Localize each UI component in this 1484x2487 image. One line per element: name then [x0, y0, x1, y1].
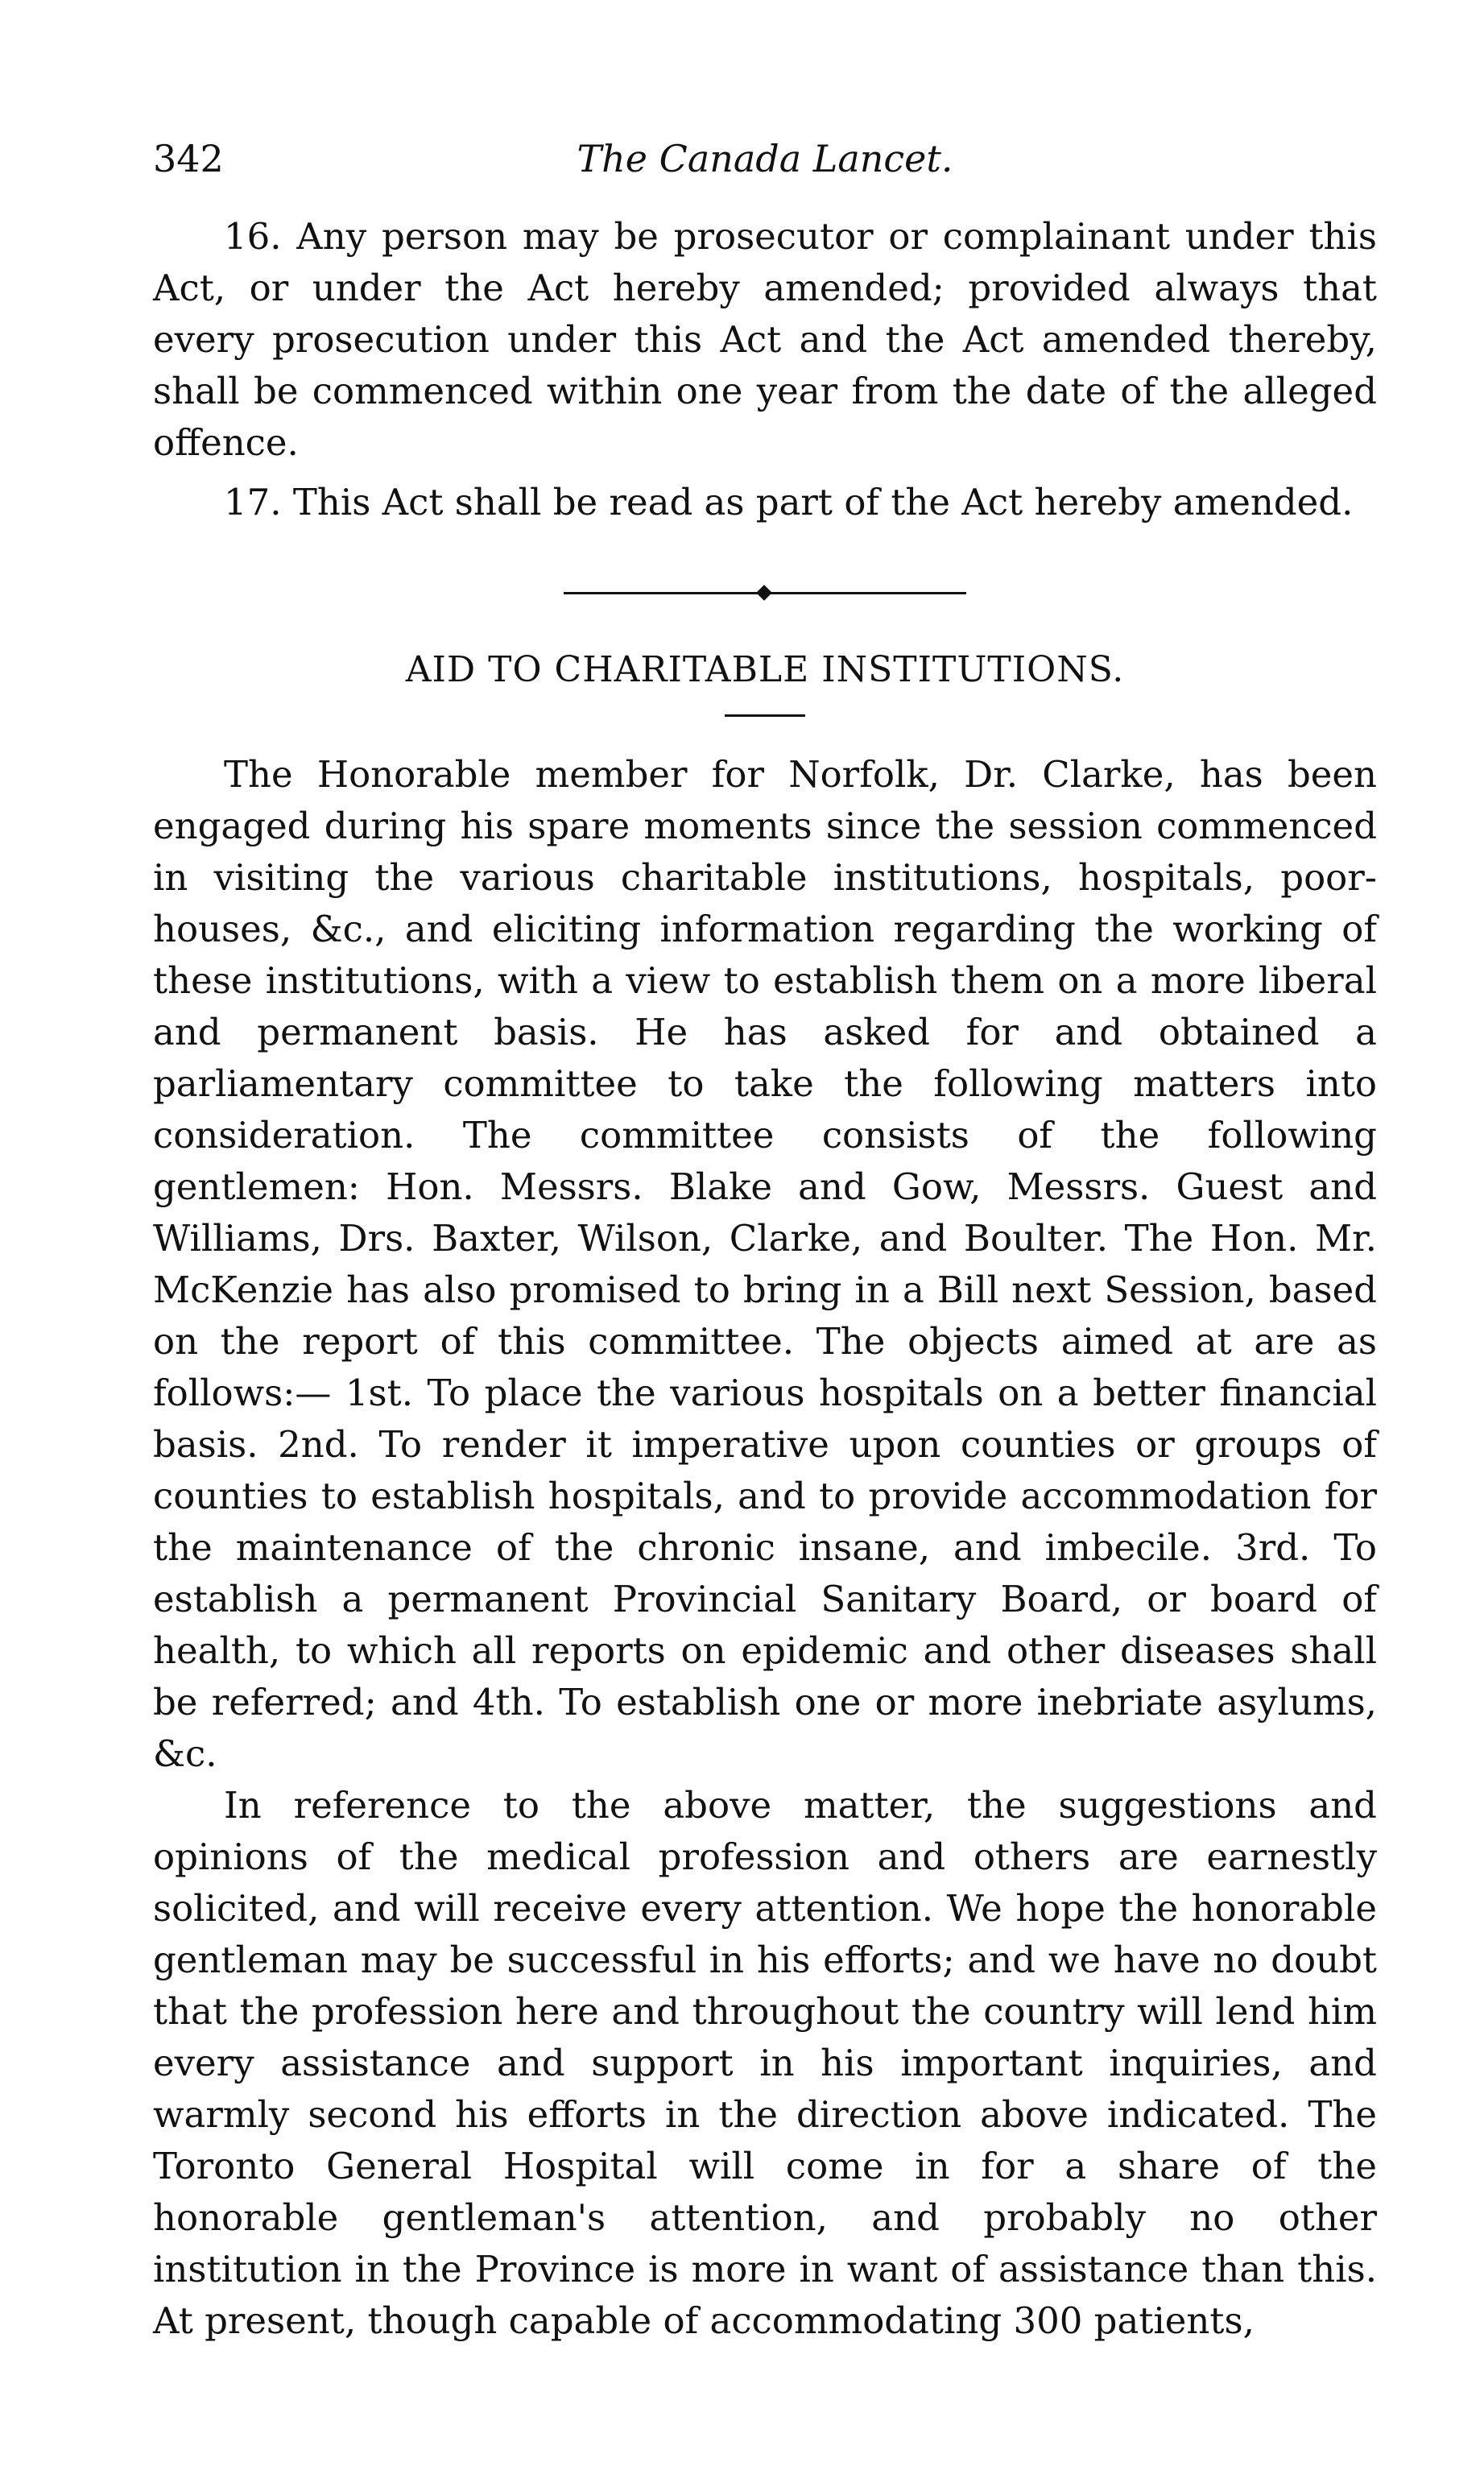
paragraph-section-17: 17. This Act shall be read as part of the Act hereby amended. [224, 481, 1354, 523]
paragraph-section-16: 16. Any person may be prosecutor or complainant under this Act, or under the Act hereby amended; provided always that every prosecution under this Act and the Act amended thereby, shall be commenced within one year from the date of the alleged offence. [153, 215, 1377, 464]
section-heading: AID TO CHARITABLE INSTITUTIONS. [405, 649, 1125, 690]
article-paragraph-1: The Honorable member for Norfolk, Dr. Clarke, has been engaged during his spare moments since the session commenced in visiting the various charitable institutions, hospitals, poor-houses, &c., and eliciting information regarding the working of these institutions, with a view to establish them on a more liberal and permanent basis. He has asked for and obtained a parliamentary committee to take the following matters into consideration. The committee consists of the following gentlemen: Hon. Messrs. Blake and Gow, Messrs. Guest and Williams, Drs. Baxter, Wilson, Clarke, and Boulter. The Hon. Mr. McKenzie has also promised to bring in a Bill next Session, based on the report of this committee. The objects aimed at are as follows:— 1st. To place the various hospitals on a better financial basis. 2nd. To render it imperative upon counties or groups of counties to establish hospitals, and to provide accommodation for the maintenance of the chronic insane, and imbecile. 3rd. To establish a permanent Provincial Sanitary Board, or board of health, to which all reports on epidemic and other diseases shall be referred; and 4th. To establish one or more inebriate asylums, &c. [153, 753, 1377, 1775]
page-number: 342 [153, 137, 224, 180]
heading-rule [725, 714, 805, 717]
document-page [153, 137, 1377, 2347]
page-header [153, 137, 1377, 201]
divider-diamond-icon [756, 585, 772, 601]
running-title: The Canada Lancet. [577, 137, 953, 180]
ornamental-divider [564, 585, 966, 601]
article-paragraph-2: In reference to the above matter, the suggestions and opinions of the medical profession and others are earnestly solicited, and will receive every attention. We hope the honorable gentleman may be successful in his efforts; and we have no doubt that the profession here and throughout the country will lend him every assistance and support in his important inquiries, and warmly second his efforts in the direction above indicated. The Toronto General Hospital will come in for a share of the honorable gentleman's attention, and probably no other institution in the Province is more in want of assistance than this. At present, though capable of accommodating 300 patients, [153, 1784, 1377, 2342]
